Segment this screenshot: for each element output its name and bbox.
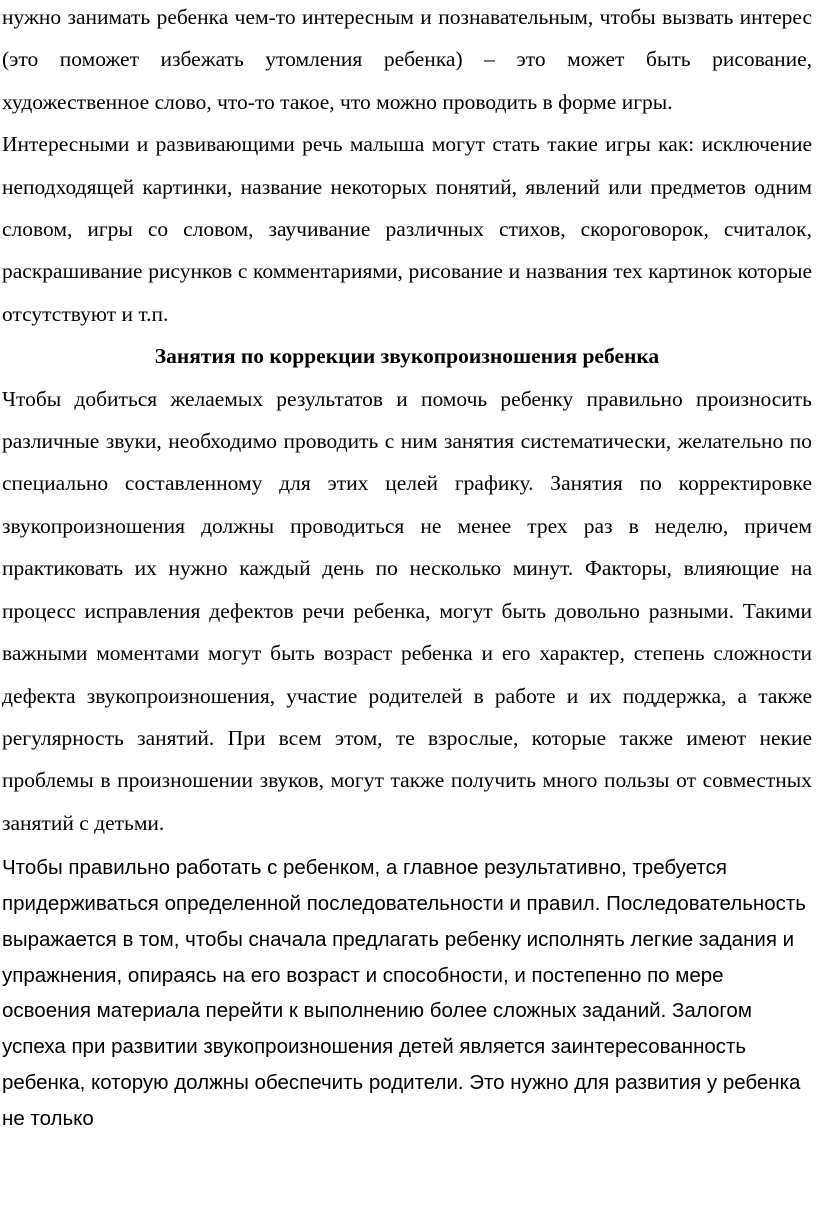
section-heading: Занятия по коррекции звукопроизношения ребенка xyxy=(154,344,660,369)
paragraph-sequence: Чтобы правильно работать с ребенком, а главное результативно, требуется придерживаться определенной последовательности и правил. Последовательность выражается в том, чтобы сначала предлагать ребенку исполнять легкие задания и упражнения, опираясь на его возраст и способности, и постепенно по мере освоения материала перейти к выполнению более сложных заданий. Залогом успеха при развитии звукопроизношения детей является заинтересованность ребенка, которую должны обеспечить родители. Это нужно для развития у ребенка не только xyxy=(2,856,806,1130)
paragraph-intro: нужно занимать ребенка чем-то интересным и познавательным, чтобы вызвать интерес (это поможет избежать утомления ребенка) – это может быть рисование, художественное слово, что-то такое, что можно проводить в форме игры. xyxy=(2,5,812,114)
paragraph-games: Интересными и развивающими речь малыша могут стать такие игры как: исключение неподходящей картинки, название некоторых понятий, явлений или предметов одним словом, игры со словом, заучивание различных стихов, скороговорок, считалок, раскрашивание рисунков с комментариями, рисование и названия тех картинок которые отсутствуют и т.п. xyxy=(2,132,812,326)
paragraph-lessons: Чтобы добиться желаемых результатов и помочь ребенку правильно произносить различные звуки, необходимо проводить с ним занятия систематически, желательно по специально составленному для этих целей графику. Занятия по корректировке звукопроизношения должны проводиться не менее трех раз в неделю, причем практиковать их нужно каждый день по несколько минут. Факторы, влияющие на процесс исправления дефектов речи ребенка, могут быть довольно разными. Такими важными моментами могут быть возраст ребенка и его характер, степень сложности дефекта звукопроизношения, участие родителей в работе и их поддержка, а также регулярность занятий. При всем этом, те взрослые, которые также имеют некие проблемы в произношении звуков, могут также получить много пользы от совместных занятий с детьми. xyxy=(2,386,812,835)
